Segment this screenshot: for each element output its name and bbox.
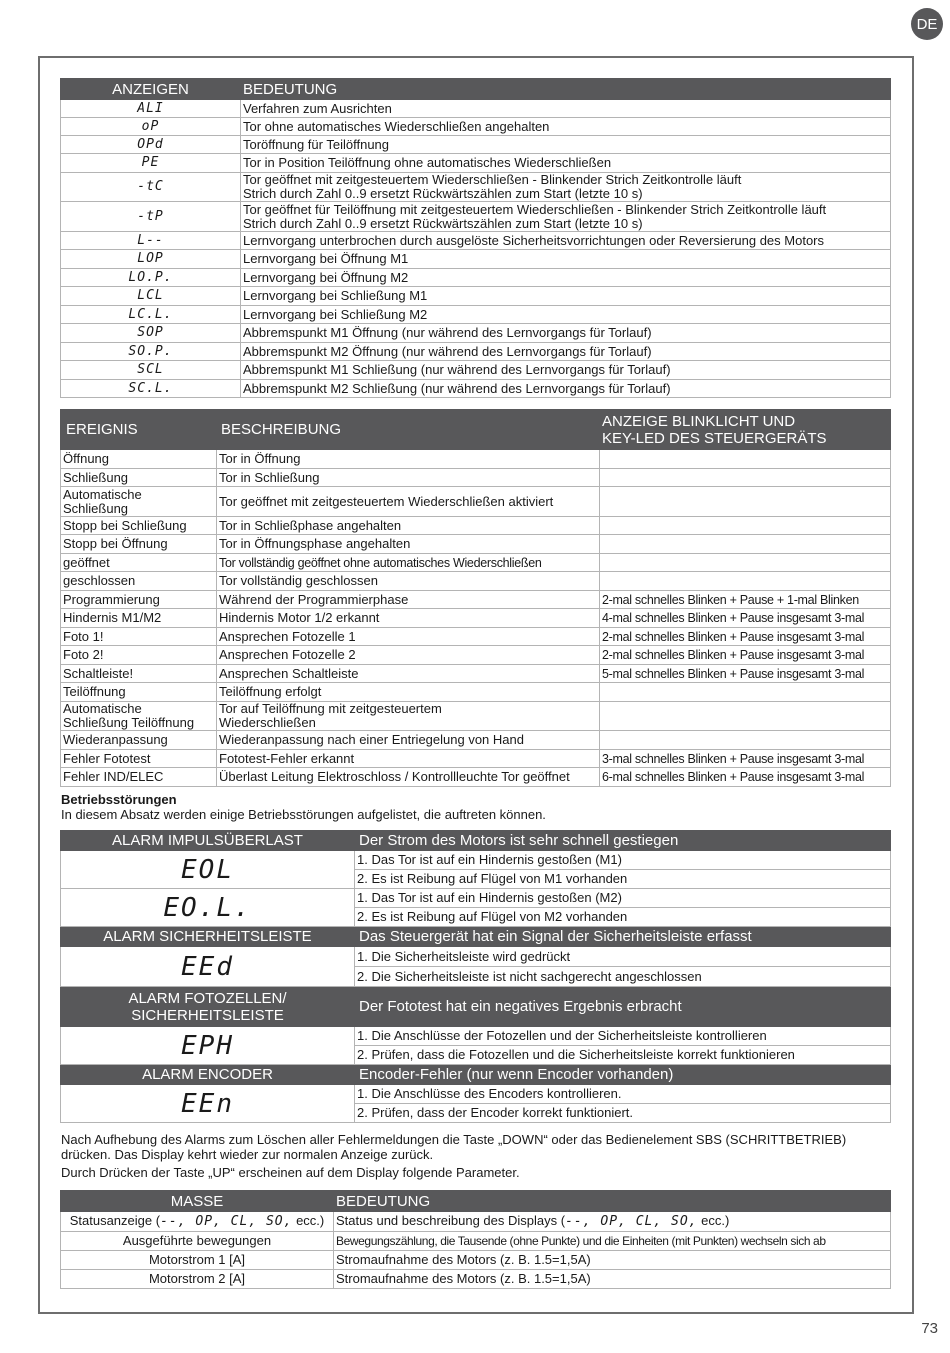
- display-code: LO.P.: [61, 269, 241, 287]
- col-header-ereignis: EREIGNIS: [61, 410, 217, 450]
- event-name-line2: Schließung Teilöffnung: [63, 715, 195, 730]
- display-meaning: Abbremspunkt M2 Schließung (nur während des Lernvorgangs für Torlauf): [241, 380, 891, 398]
- status-label-post: ecc.): [292, 1213, 325, 1228]
- table-row: [61, 380, 891, 398]
- event-desc: Hindernis Motor 1/2 erkannt: [217, 609, 600, 628]
- event-desc: Teilöffnung erfolgt: [217, 683, 600, 702]
- display-code: LC.L.: [61, 306, 241, 324]
- param-text: Stromaufnahme des Motors (z. B. 1.5=1,5A): [334, 1270, 891, 1289]
- table-row: [61, 154, 891, 173]
- col-header-anzeigen: ANZEIGEN: [61, 79, 241, 100]
- event-name: Öffnung: [61, 450, 217, 469]
- table-row: [61, 1232, 891, 1251]
- alarm-cause: 1. Das Tor ist auf ein Hindernis gestoßen (M1): [355, 851, 891, 870]
- param-label: Ausgeführte bewegungen: [61, 1232, 334, 1251]
- event-name: geöffnet: [61, 554, 217, 572]
- status-text-post: ecc.): [697, 1213, 730, 1228]
- event-blink: [600, 535, 891, 554]
- alarm-name: ALARM FOTOZELLEN/: [128, 989, 287, 1007]
- event-desc: Tor in Schließung: [217, 469, 600, 487]
- alarm-code: EOL: [61, 851, 355, 889]
- event-blink: 3-mal schnelles Blinken + Pause insgesamt 3-mal: [600, 750, 891, 768]
- event-desc: Tor vollständig geöffnet ohne automatisches Wiederschließen: [217, 554, 600, 572]
- alarm-code: EPH: [61, 1027, 355, 1065]
- event-blink: [600, 731, 891, 750]
- table-row: [61, 947, 891, 967]
- display-meaning: Verfahren zum Ausrichten: [241, 100, 891, 118]
- event-desc: Tor in Öffnungsphase angehalten: [217, 535, 600, 554]
- table-row: [61, 361, 891, 380]
- event-blink: 2-mal schnelles Blinken + Pause + 1-mal Blinken: [600, 591, 891, 609]
- event-blink: 5-mal schnelles Blinken + Pause insgesamt 3-mal: [600, 665, 891, 683]
- after-alarm-text: [61, 1132, 846, 1180]
- alarm-name-line2: SICHERHEITSLEISTE: [131, 1006, 284, 1024]
- alarm-header-row: [61, 987, 891, 1027]
- event-name: Programmierung: [61, 591, 217, 609]
- event-blink: 2-mal schnelles Blinken + Pause insgesamt 3-mal: [600, 646, 891, 665]
- event-desc: Tor auf Teilöffnung mit zeitgesteuertem: [219, 701, 442, 716]
- alarm-cause: 1. Das Tor ist auf ein Hindernis gestoßen (M2): [355, 889, 891, 908]
- after-alarm-line3: Durch Drücken der Taste „UP“ erscheinen auf dem Display folgende Parameter.: [61, 1165, 520, 1180]
- faults-intro: In diesem Absatz werden einige Betriebsstörungen aufgelistet, die auftreten können.: [61, 807, 546, 822]
- table-row: [61, 1027, 891, 1046]
- table-row: [61, 287, 891, 306]
- event-desc: Tor geöffnet mit zeitgesteuertem Wiederschließen aktiviert: [217, 487, 600, 517]
- display-code: LOP: [61, 250, 241, 269]
- alarm-meaning: Das Steuergerät hat ein Signal der Sicherheitsleiste erfasst: [355, 927, 891, 947]
- table-row: [61, 665, 891, 683]
- alarm-code: EEn: [61, 1085, 355, 1123]
- display-table: [60, 78, 891, 398]
- table-row: [61, 306, 891, 324]
- alarm-cause: 1. Die Anschlüsse des Encoders kontrollieren.: [355, 1085, 891, 1104]
- table-row: [61, 1251, 891, 1270]
- table-row: [61, 851, 891, 870]
- alarm-meaning: Der Strom des Motors ist sehr schnell gestiegen: [355, 831, 891, 851]
- table-row: [61, 628, 891, 646]
- alarm-cause: 2. Prüfen, dass der Encoder korrekt funktioniert.: [355, 1104, 891, 1123]
- event-desc: Tor in Schließphase angehalten: [217, 517, 600, 535]
- event-desc: Ansprechen Fotozelle 1: [217, 628, 600, 646]
- table-row: [61, 1270, 891, 1289]
- display-meaning: Tor geöffnet für Teilöffnung mit zeitgesteuertem Wiederschließen - Blinkender Strich Zeitkontrolle läuft: [243, 201, 827, 217]
- table-row: [61, 535, 891, 554]
- col-header-bedeutung: BEDEUTUNG: [241, 79, 891, 100]
- event-name-line2: Schließung: [63, 500, 129, 516]
- event-name: Automatische: [63, 701, 142, 716]
- alarm-meaning: Encoder-Fehler (nur wenn Encoder vorhanden): [355, 1065, 891, 1085]
- event-name: geschlossen: [61, 572, 217, 591]
- table-row: [61, 731, 891, 750]
- table-row: [61, 136, 891, 154]
- display-code: SOP: [61, 324, 241, 343]
- faults-title: Betriebsstörungen: [61, 792, 177, 807]
- param-label: Motorstrom 1 [A]: [61, 1251, 334, 1270]
- params-table: [60, 1190, 891, 1289]
- table-row: [61, 269, 891, 287]
- table-row: [61, 750, 891, 768]
- event-desc: Ansprechen Fotozelle 2: [217, 646, 600, 665]
- alarm-table: [60, 830, 891, 1123]
- table-row: [61, 202, 891, 232]
- event-name: Foto 2!: [61, 646, 217, 665]
- event-name: Teilöffnung: [61, 683, 217, 702]
- display-code: LCL: [61, 287, 241, 306]
- table-row: [61, 250, 891, 269]
- table-row: [61, 646, 891, 665]
- display-meaning: Abbremspunkt M2 Öffnung (nur während des Lernvorgangs für Torlauf): [241, 343, 891, 361]
- event-name: Automatische: [63, 486, 142, 502]
- event-desc: Tor in Öffnung: [217, 450, 600, 469]
- event-blink: 2-mal schnelles Blinken + Pause insgesamt 3-mal: [600, 628, 891, 646]
- display-meaning: Lernvorgang bei Öffnung M2: [241, 269, 891, 287]
- display-meaning: Lernvorgang bei Schließung M1: [241, 287, 891, 306]
- event-blink: [600, 702, 891, 731]
- param-text: [334, 1212, 891, 1232]
- display-meaning: Lernvorgang unterbrochen durch ausgelöste Sicherheitsvorrichtungen oder Reversierung des Motors: [241, 232, 891, 250]
- event-blink: [600, 450, 891, 469]
- event-blink: [600, 487, 891, 517]
- param-label: [61, 1212, 334, 1232]
- event-blink: [600, 572, 891, 591]
- param-text: Stromaufnahme des Motors (z. B. 1.5=1,5A): [334, 1251, 891, 1270]
- status-label-pre: Statusanzeige (: [69, 1213, 161, 1228]
- page-number: 73: [921, 1320, 938, 1337]
- alarm-cause: 2. Prüfen, dass die Fotozellen und die Sicherheitsleiste korrekt funktionieren: [355, 1046, 891, 1065]
- table-row: [61, 324, 891, 343]
- event-table: [60, 409, 891, 787]
- col-header-masse: MASSE: [61, 1191, 334, 1212]
- display-meaning-line2: Strich durch Zahl 0..9 ersetzt Rückwärtszählen zum Start (letzte 10 s): [243, 215, 643, 231]
- event-desc: Wiederanpassung nach einer Entriegelung von Hand: [217, 731, 600, 750]
- table-row: [61, 554, 891, 572]
- event-blink: [600, 469, 891, 487]
- col-header-bedeutung: BEDEUTUNG: [334, 1191, 891, 1212]
- alarm-name: ALARM ENCODER: [61, 1065, 355, 1085]
- table-row: [61, 232, 891, 250]
- display-code: -tC: [61, 173, 241, 202]
- after-alarm-line1: Nach Aufhebung des Alarms zum Löschen aller Fehlermeldungen die Taste „DOWN“ oder das Bedienelement SBS (SCHRITTBETRIEB): [61, 1132, 847, 1147]
- event-blink: [600, 517, 891, 535]
- table-row: [61, 100, 891, 118]
- display-code: PE: [61, 154, 241, 173]
- display-code: ALI: [61, 100, 241, 118]
- display-meaning: Toröffnung für Teilöffnung: [241, 136, 891, 154]
- table-row: [61, 517, 891, 535]
- display-code: L--: [61, 232, 241, 250]
- display-code: SC.L.: [61, 380, 241, 398]
- display-code: SO.P.: [61, 343, 241, 361]
- display-meaning: Lernvorgang bei Öffnung M1: [241, 250, 891, 269]
- display-meaning: Tor in Position Teilöffnung ohne automatisches Wiederschließen: [241, 154, 891, 173]
- display-meaning: Abbremspunkt M1 Öffnung (nur während des Lernvorgangs für Torlauf): [241, 324, 891, 343]
- event-name: Schaltleiste!: [61, 665, 217, 683]
- col-header-anzeige: ANZEIGE BLINKLICHT UND: [602, 412, 796, 430]
- event-desc: Ansprechen Schaltleiste: [217, 665, 600, 683]
- alarm-header-row: [61, 831, 891, 851]
- event-name: Fehler IND/ELEC: [61, 768, 217, 787]
- status-codes: --, OP, CL, SO,: [565, 1214, 698, 1229]
- table-row: [61, 889, 891, 908]
- event-name: Hindernis M1/M2: [61, 609, 217, 628]
- status-text-pre: Status und beschreibung des Displays (: [336, 1213, 566, 1228]
- table-row: [61, 450, 891, 469]
- param-text: Bewegungszählung, die Tausende (ohne Punkte) und die Einheiten (mit Punkten) wechseln sich ab: [334, 1232, 891, 1251]
- display-code: oP: [61, 118, 241, 136]
- alarm-cause: 1. Die Anschlüsse der Fotozellen und der Sicherheitsleiste kontrollieren: [355, 1027, 891, 1046]
- table-row: [61, 487, 891, 517]
- after-alarm-line2: drücken. Das Display kehrt wieder zur normalen Anzeige zurück.: [61, 1147, 434, 1162]
- param-label: Motorstrom 2 [A]: [61, 1270, 334, 1289]
- event-name: Schließung: [61, 469, 217, 487]
- display-meaning: Abbremspunkt M1 Schließung (nur während des Lernvorgangs für Torlauf): [241, 361, 891, 380]
- col-header-beschreibung: BESCHREIBUNG: [217, 410, 600, 450]
- alarm-name: ALARM SICHERHEITSLEISTE: [61, 927, 355, 947]
- event-desc: Fototest-Fehler erkannt: [217, 750, 600, 768]
- event-name: Stopp bei Schließung: [61, 517, 217, 535]
- alarm-cause: 1. Die Sicherheitsleiste wird gedrückt: [355, 947, 891, 967]
- alarm-cause: 2. Es ist Reibung auf Flügel von M1 vorhanden: [355, 870, 891, 889]
- alarm-header-row: [61, 1065, 891, 1085]
- table-row: [61, 343, 891, 361]
- table-row: [61, 1085, 891, 1104]
- table-row: [61, 469, 891, 487]
- table-row: [61, 572, 891, 591]
- table-row: [61, 591, 891, 609]
- event-name: Stopp bei Öffnung: [61, 535, 217, 554]
- event-desc: Überlast Leitung Elektroschloss / Kontrollleuchte Tor geöffnet: [217, 768, 600, 787]
- event-name: Wiederanpassung: [61, 731, 217, 750]
- display-meaning: Tor ohne automatisches Wiederschließen angehalten: [241, 118, 891, 136]
- event-blink: [600, 683, 891, 702]
- table-row: [61, 118, 891, 136]
- table-row: [61, 683, 891, 702]
- status-codes: --, OP, CL, SO,: [160, 1214, 293, 1229]
- alarm-name: ALARM IMPULSÜBERLAST: [61, 831, 355, 851]
- display-meaning: Tor geöffnet mit zeitgesteuertem Wiederschließen - Blinkender Strich Zeitkontrolle läuft: [243, 172, 742, 187]
- alarm-header-row: [61, 927, 891, 947]
- alarm-code: EEd: [61, 947, 355, 987]
- table-row: [61, 1212, 891, 1232]
- event-blink: 4-mal schnelles Blinken + Pause insgesamt 3-mal: [600, 609, 891, 628]
- alarm-code: EO.L.: [61, 889, 355, 927]
- table-row: [61, 768, 891, 787]
- alarm-cause: 2. Es ist Reibung auf Flügel von M2 vorhanden: [355, 908, 891, 927]
- display-code: SCL: [61, 361, 241, 380]
- display-code: OPd: [61, 136, 241, 154]
- col-header-anzeige-line2: KEY-LED DES STEUERGERÄTS: [602, 429, 827, 447]
- table-row: [61, 173, 891, 202]
- display-code: -tP: [61, 202, 241, 232]
- alarm-cause: 2. Die Sicherheitsleiste ist nicht sachgerecht angeschlossen: [355, 967, 891, 987]
- event-name: Fehler Fototest: [61, 750, 217, 768]
- event-desc: Während der Programmierphase: [217, 591, 600, 609]
- event-desc: Tor vollständig geschlossen: [217, 572, 600, 591]
- faults-section: [61, 792, 546, 822]
- event-blink: [600, 554, 891, 572]
- event-desc-line2: Wiederschließen: [219, 715, 316, 730]
- display-meaning-line2: Strich durch Zahl 0..9 ersetzt Rückwärtszählen zum Start (letzte 10 s): [243, 186, 643, 201]
- table-row: [61, 702, 891, 731]
- display-meaning: Lernvorgang bei Schließung M2: [241, 306, 891, 324]
- language-badge: DE: [911, 8, 943, 40]
- event-name: Foto 1!: [61, 628, 217, 646]
- table-row: [61, 609, 891, 628]
- alarm-meaning: Der Fototest hat ein negatives Ergebnis erbracht: [355, 987, 891, 1027]
- event-blink: 6-mal schnelles Blinken + Pause insgesamt 3-mal: [600, 768, 891, 787]
